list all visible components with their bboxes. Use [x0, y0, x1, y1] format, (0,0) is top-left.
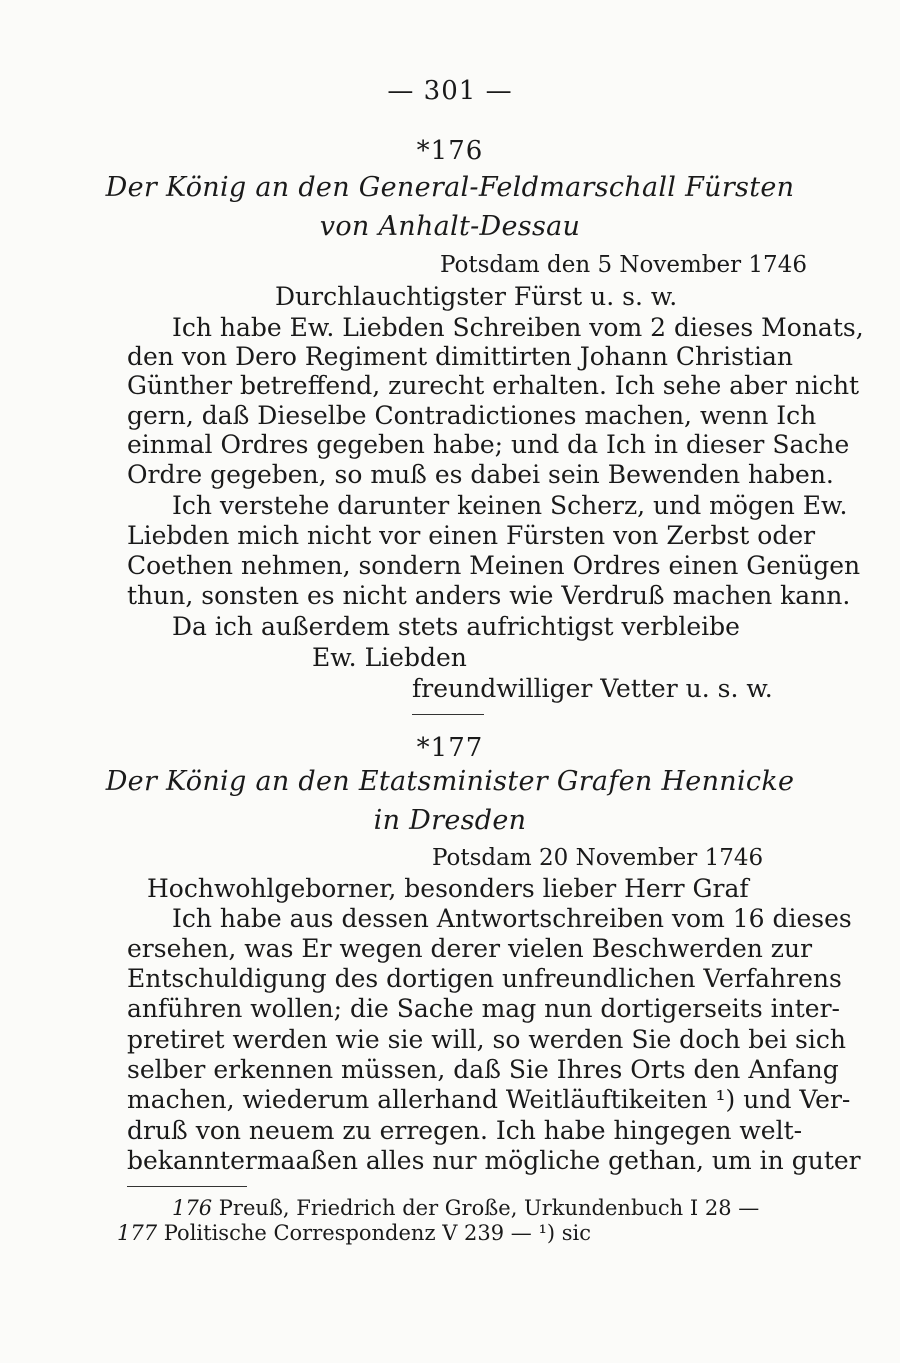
letter-title-line: von Anhalt-Dessau [319, 211, 581, 242]
dateline: Potsdam den 5 November 1746 [440, 252, 807, 278]
footnote-divider [127, 1186, 247, 1187]
body-line: Ordre gegeben, so muß es dabei sein Bewenden haben. [127, 460, 834, 489]
body-line: druß von neuem zu erregen. Ich habe hingegen welt- [127, 1116, 803, 1145]
body-line: Entschuldigung des dortigen unfreundlichen Verfahrens [127, 964, 842, 993]
dateline: Potsdam 20 November 1746 [432, 845, 764, 871]
body-line: Coethen nehmen, sondern Meinen Ordres einen Genügen [127, 551, 861, 580]
footnote-ref: 176 [172, 1196, 213, 1220]
letter-title-line: Der König an den General-Feldmarschall Fürsten [105, 172, 795, 203]
body-line: Günther betreffend, zurecht erhalten. Ich sehe aber nicht [127, 371, 860, 400]
body-line: pretiret werden wie sie will, so werden Sie doch bei sich [127, 1025, 846, 1054]
page-number: — 301 — [387, 76, 513, 106]
salutation: Durchlauchtigster Fürst u. s. w. [275, 282, 678, 311]
body-line: machen, wiederum allerhand Weitläuftikeiten ¹) und Ver- [127, 1085, 851, 1114]
footnote-text: Preuß, Friedrich der Große, Urkundenbuch I 28 — [218, 1196, 760, 1220]
closing-line: Ew. Liebden [312, 643, 467, 672]
footnote [117, 1220, 591, 1246]
body-line: anführen wollen; die Sache mag nun dortigerseits inter- [127, 994, 840, 1023]
body-line: Liebden mich nicht vor einen Fürsten von Zerbst oder [127, 521, 816, 550]
letter-title-line: in Dresden [373, 805, 527, 836]
body-line: gern, daß Dieselbe Contradictiones machen, wenn Ich [127, 401, 817, 430]
letter-number: *176 [416, 136, 484, 166]
body-line: einmal Ordres gegeben habe; und da Ich in dieser Sache [127, 430, 850, 459]
body-line: thun, sonsten es nicht anders wie Verdruß machen kann. [127, 581, 851, 610]
body-line: Ich verstehe darunter keinen Scherz, und mögen Ew. [172, 491, 848, 520]
signature-line: freundwilliger Vetter u. s. w. [412, 674, 773, 703]
body-line: bekanntermaaßen alles nur mögliche gethan, um in guter [127, 1146, 861, 1175]
body-line: den von Dero Regiment dimittirten Johann Christian [127, 342, 793, 371]
body-line: selber erkennen müssen, daß Sie Ihres Orts den Anfang [127, 1055, 839, 1084]
letter-title-line: Der König an den Etatsminister Grafen Hennicke [105, 766, 795, 797]
footnote [172, 1195, 759, 1221]
closing-line: Da ich außerdem stets aufrichtigst verbleibe [172, 612, 740, 641]
body-line: Ich habe Ew. Liebden Schreiben vom 2 dieses Monats, [172, 313, 864, 342]
footnote-text: Politische Correspondenz V 239 — ¹) sic [163, 1221, 592, 1245]
salutation: Hochwohlgeborner, besonders lieber Herr Graf [147, 874, 749, 903]
letter-number: *177 [416, 733, 484, 763]
footnote-ref: 177 [117, 1221, 158, 1245]
body-line: ersehen, was Er wegen derer vielen Beschwerden zur [127, 934, 813, 963]
section-divider [412, 714, 484, 715]
body-line: Ich habe aus dessen Antwortschreiben vom 16 dieses [172, 904, 852, 933]
